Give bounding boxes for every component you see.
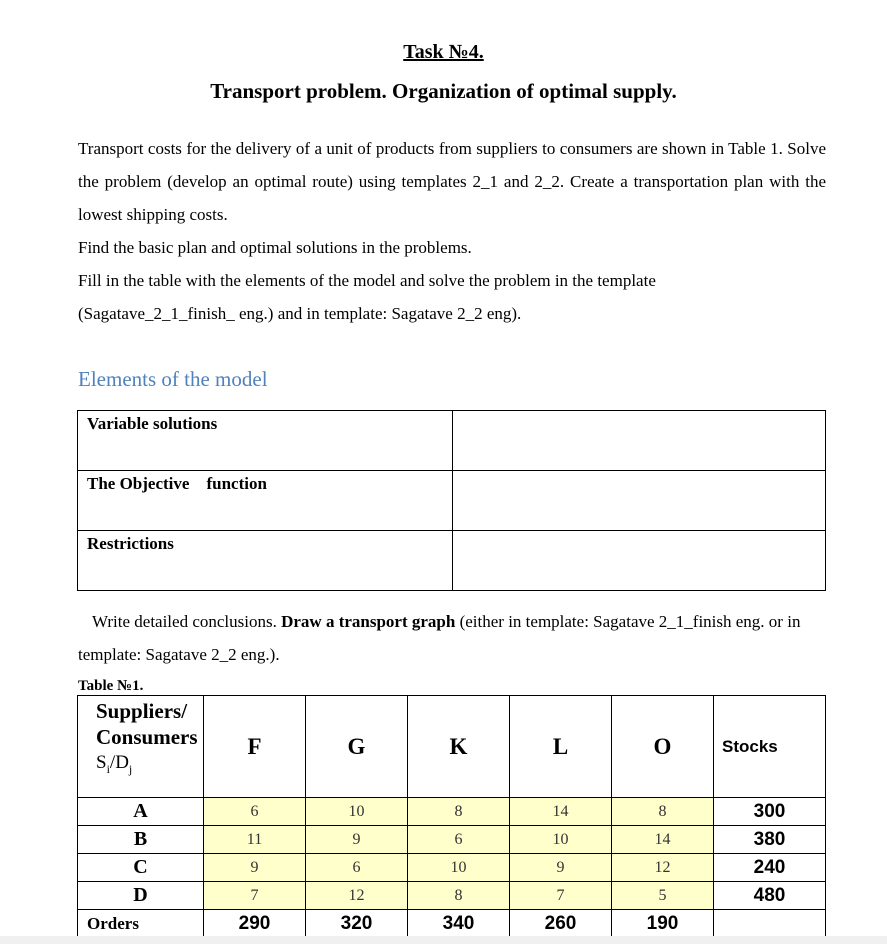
stock-cell: 240 bbox=[714, 854, 826, 882]
conclusions-text: Write detailed conclusions. bbox=[92, 612, 282, 631]
order-cell: 190 bbox=[612, 910, 714, 938]
cost-cell: 9 bbox=[306, 826, 408, 854]
consumer-header: O bbox=[612, 696, 714, 798]
conclusions-emphasis: Draw a transport graph bbox=[281, 612, 456, 631]
cost-cell: 8 bbox=[408, 798, 510, 826]
fill-instruction-line-2: (Sagatave_2_1_finish_ eng.) and in template: Sagatave 2_2 eng). bbox=[78, 304, 522, 323]
consumer-header: K bbox=[408, 696, 510, 798]
cost-cell: 10 bbox=[408, 854, 510, 882]
intro-paragraph: Transport costs for the delivery of a unit of products from suppliers to consumers are shown in Table 1. Solve the problem (develop an optimal route) using templates 2_1 and 2_2. Create a transportation plan with the lowest shipping costs. bbox=[78, 139, 826, 224]
order-cell: 340 bbox=[408, 910, 510, 938]
model-row bbox=[78, 471, 826, 531]
cost-cell: 11 bbox=[204, 826, 306, 854]
stock-cell: 480 bbox=[714, 882, 826, 910]
cost-cell: 5 bbox=[612, 882, 714, 910]
cost-cell: 7 bbox=[510, 882, 612, 910]
model-row bbox=[78, 411, 826, 471]
task-subtitle: Transport problem. Organization of optimal supply. bbox=[210, 79, 677, 103]
cost-cell: 6 bbox=[408, 826, 510, 854]
consumer-header: G bbox=[306, 696, 408, 798]
supplier-label: B bbox=[78, 826, 204, 854]
model-row-label: Restrictions bbox=[78, 531, 453, 591]
orders-label: Orders bbox=[78, 910, 204, 938]
cost-cell: 7 bbox=[204, 882, 306, 910]
model-row-value[interactable] bbox=[453, 531, 826, 591]
cost-cell: 14 bbox=[510, 798, 612, 826]
stock-cell: 380 bbox=[714, 826, 826, 854]
supplier-label: C bbox=[78, 854, 204, 882]
conclusions-text-end: (either in template: Sagatave 2_1_finish eng. or in template: Sagatave 2_2 eng.). bbox=[78, 612, 801, 664]
cost-cell: 9 bbox=[510, 854, 612, 882]
model-row-label: Variable solutions bbox=[78, 411, 453, 471]
cost-cell: 12 bbox=[612, 854, 714, 882]
table-caption: Table №1. bbox=[78, 678, 144, 694]
order-cell: 260 bbox=[510, 910, 612, 938]
section-heading: Elements of the model bbox=[78, 367, 268, 391]
conclusions-paragraph bbox=[78, 605, 826, 671]
model-row bbox=[78, 531, 826, 591]
basic-plan-instruction: Find the basic plan and optimal solutions in the problems. bbox=[78, 238, 472, 257]
cost-cell: 10 bbox=[306, 798, 408, 826]
cost-cell: 9 bbox=[204, 854, 306, 882]
consumer-header: L bbox=[510, 696, 612, 798]
model-row-value[interactable] bbox=[453, 471, 826, 531]
model-row-value[interactable] bbox=[453, 411, 826, 471]
cost-cell: 14 bbox=[612, 826, 714, 854]
fill-instruction-line-1: Fill in the table with the elements of the model and solve the problem in the template bbox=[78, 271, 656, 290]
consumer-header: F bbox=[204, 696, 306, 798]
table-row bbox=[78, 882, 826, 910]
order-total-cell bbox=[714, 910, 826, 938]
transport-cost-table bbox=[77, 695, 826, 938]
order-cell: 290 bbox=[204, 910, 306, 938]
task-title: Task №4. bbox=[403, 41, 484, 63]
orders-row bbox=[78, 910, 826, 938]
corner-suppliers: Suppliers/ bbox=[96, 699, 188, 723]
stocks-header: Stocks bbox=[714, 696, 826, 798]
table-row bbox=[78, 826, 826, 854]
corner-si-dj: $S_i/D_j$ bbox=[96, 752, 133, 776]
cost-cell: 6 bbox=[306, 854, 408, 882]
table-header-row bbox=[78, 696, 826, 798]
page-bottom-edge bbox=[0, 936, 887, 944]
corner-header bbox=[78, 696, 204, 798]
supplier-label: D bbox=[78, 882, 204, 910]
model-row-label: The Objective function bbox=[78, 471, 453, 531]
corner-consumers: Consumers bbox=[96, 725, 198, 749]
cost-cell: 8 bbox=[408, 882, 510, 910]
cost-cell: 8 bbox=[612, 798, 714, 826]
cost-cell: 10 bbox=[510, 826, 612, 854]
supplier-label: A bbox=[78, 798, 204, 826]
table-row bbox=[78, 854, 826, 882]
table-row bbox=[78, 798, 826, 826]
model-elements-table bbox=[77, 410, 826, 591]
order-cell: 320 bbox=[306, 910, 408, 938]
cost-cell: 6 bbox=[204, 798, 306, 826]
stock-cell: 300 bbox=[714, 798, 826, 826]
cost-cell: 12 bbox=[306, 882, 408, 910]
